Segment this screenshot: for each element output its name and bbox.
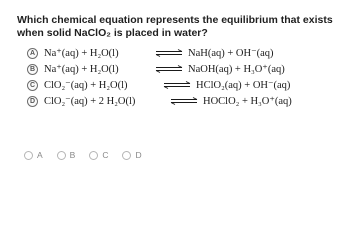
choice-d-equation [44,95,292,107]
answer-option-a[interactable] [24,150,43,160]
choice-d-reactants: ClO₂⁻(aq) + 2 H₂O(l) [44,96,136,107]
choice-a-equation [44,47,274,59]
equilibrium-arrow-icon [170,97,198,105]
answer-a-radio[interactable] [24,151,33,160]
choice-c-reactants: ClO₂⁻(aq) + H₂O(l) [44,80,128,91]
answer-d-label: D [135,150,142,160]
answer-options [24,150,156,160]
choice-c [27,77,347,93]
answer-c-label: C [102,150,109,160]
choice-a-letter-badge: A [27,48,38,59]
question-text: Which chemical equation represents the equilibrium that exists when solid NaClO₂ is placed in water? [17,14,333,39]
answer-c-radio[interactable] [89,151,98,160]
choice-list [27,45,347,109]
choice-b-equation [44,63,285,75]
choice-b-reactants: Na⁺(aq) + H₂O(l) [44,64,119,75]
answer-d-radio[interactable] [122,151,131,160]
choice-c-equation [44,79,290,91]
answer-a-label: A [37,150,43,160]
choice-b-letter-badge: B [27,64,38,75]
choice-b [27,61,347,77]
choice-a [27,45,347,61]
choice-b-products: NaOH(aq) + H₃O⁺(aq) [188,64,285,75]
answer-option-b[interactable] [57,150,76,160]
choice-a-products: NaH(aq) + OH⁻(aq) [188,48,274,59]
choice-d [27,93,347,109]
choice-c-letter-badge: C [27,80,38,91]
choice-d-products: HOClO₂ + H₃O⁺(aq) [203,96,292,107]
choice-a-reactants: Na⁺(aq) + H₂O(l) [44,48,119,59]
equilibrium-arrow-icon [163,81,191,89]
answer-option-d[interactable] [122,150,141,160]
equilibrium-arrow-icon [155,49,183,57]
answer-option-c[interactable] [89,150,108,160]
answer-b-radio[interactable] [57,151,66,160]
choice-c-products: HClO₂(aq) + OH⁻(aq) [196,80,291,91]
equilibrium-arrow-icon [155,65,183,73]
choice-d-letter-badge: D [27,96,38,107]
answer-b-label: B [69,150,76,160]
